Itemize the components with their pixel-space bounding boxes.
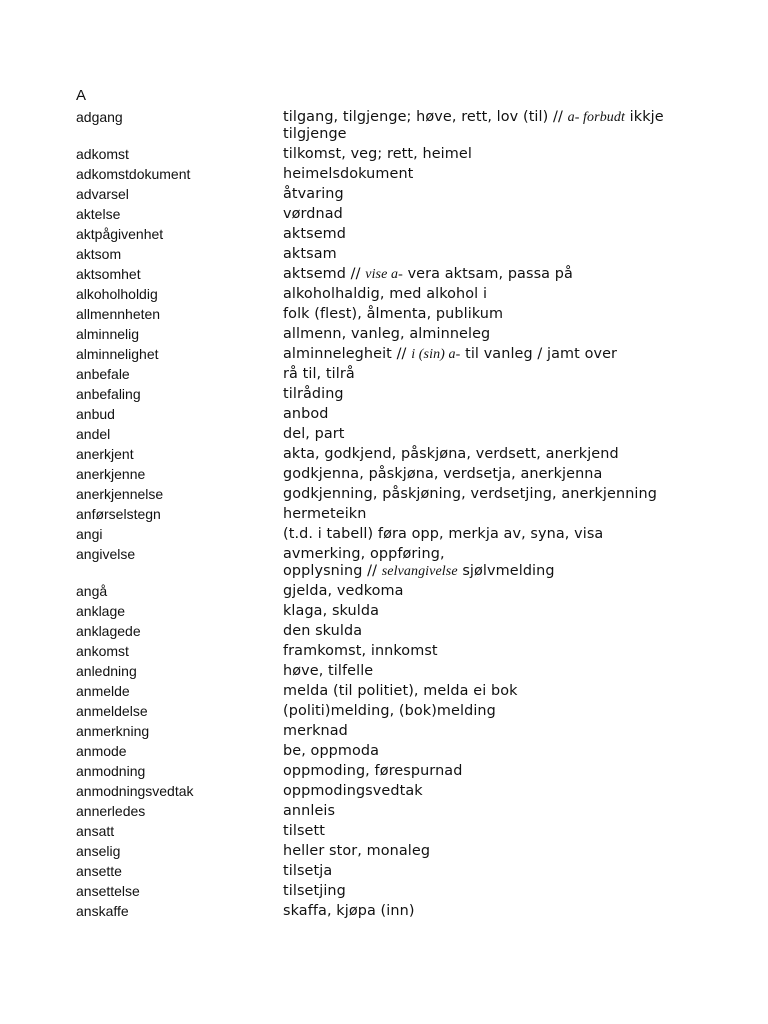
entry-definition: skaffa, kjøpa (inn) [283,903,415,919]
glossary-entry [76,324,716,344]
italic-example: a- forbudt [567,110,625,125]
entry-term: advarsel [76,186,129,202]
entry-definition: aktsemd // vise a- vera aktsam, passa på [283,266,573,282]
italic-example: i (sin) a- [411,347,461,362]
entry-definition: annleis [283,803,336,819]
entry-term: anmode [76,743,127,759]
glossary-entry [76,661,716,681]
glossary-entry [76,621,716,641]
entry-term: anmelde [76,683,130,699]
entry-definition: anbod [283,406,329,422]
entry-term: anførselstegn [76,506,161,522]
entry-definition: høve, tilfelle [283,663,374,679]
entry-term: aktelse [76,206,121,222]
entry-definition: hermeteikn [283,506,367,522]
entry-term: annerledes [76,803,146,819]
glossary-entry [76,681,716,701]
glossary-entry [76,901,716,921]
entry-term: angi [76,526,103,542]
glossary-entry [76,841,716,861]
entry-definition: tilgang, tilgjenge; høve, rett, lov (til) // a- forbudt ikkje tilgjenge [283,109,664,142]
entry-term: angå [76,583,108,599]
glossary-entry [76,144,716,164]
entry-term: anerkjenne [76,466,146,482]
glossary-entry [76,107,716,144]
entry-definition: akta, godkjend, påskjøna, verdsett, anerkjend [283,446,619,462]
glossary-entry [76,164,716,184]
entry-term: angivelse [76,546,136,562]
entry-term: alminnelighet [76,346,159,362]
glossary-entry [76,244,716,264]
entry-definition: godkjenning, påskjøning, verdsetjing, anerkjenning [283,486,657,502]
entry-definition: tilsetja [283,863,333,879]
glossary-entry [76,384,716,404]
entry-term: ansettelse [76,883,140,899]
glossary-entry [76,641,716,661]
glossary-entry [76,184,716,204]
entry-definition: oppmoding, førespurnad [283,763,463,779]
entry-term: aktsom [76,246,122,262]
glossary-entry [76,344,716,364]
entry-term: anmeldelse [76,703,148,719]
entry-definition: vørdnad [283,206,343,222]
glossary-entry [76,701,716,721]
entry-term: anselig [76,843,121,859]
entry-definition: tilsett [283,823,325,839]
entry-term: anerkjennelse [76,486,164,502]
entry-term: adgang [76,109,123,125]
glossary-entry [76,821,716,841]
glossary-entry [76,741,716,761]
entry-term: anskaffe [76,903,129,919]
entry-term: anerkjent [76,446,134,462]
entry-definition: heimelsdokument [283,166,414,182]
entry-term: aktsomhet [76,266,141,282]
entry-term: adkomstdokument [76,166,191,182]
entry-definition: alminnelegheit // i (sin) a- til vanleg / jamt over [283,346,618,362]
entry-term: anbefale [76,366,130,382]
glossary-entry [76,364,716,384]
entry-definition: alkoholhaldig, med alkohol i [283,286,488,302]
entry-definition: tilråding [283,386,344,402]
glossary-entry [76,204,716,224]
glossary-entry [76,781,716,801]
glossary-entry [76,721,716,741]
entry-definition: avmerking, oppføring, opplysning // selvangivelse sjølvmelding [283,546,555,579]
entry-definition: klaga, skulda [283,603,380,619]
entry-definition: del, part [283,426,345,442]
entry-definition: tilkomst, veg; rett, heimel [283,146,472,162]
glossary-entry [76,444,716,464]
glossary-entry [76,524,716,544]
entry-term: anbud [76,406,115,422]
glossary-entry [76,424,716,444]
italic-example: selvangivelse [381,564,458,579]
entry-term: ansette [76,863,122,879]
glossary-entry [76,801,716,821]
entry-term: anklagede [76,623,141,639]
glossary-entry [76,881,716,901]
entry-term: andel [76,426,111,442]
entry-term: anmerkning [76,723,150,739]
glossary-entry [76,284,716,304]
entry-definition: aktsemd [283,226,346,242]
entry-term: ansatt [76,823,115,839]
italic-example: vise a- [365,267,403,282]
entry-term: alminnelig [76,326,140,342]
entry-definition: tilsetjing [283,883,346,899]
entry-term: anbefaling [76,386,141,402]
entry-definition: (politi)melding, (bok)melding [283,703,496,719]
glossary-entry [76,464,716,484]
section-letter-heading: A [76,87,87,104]
entry-term: alkoholholdig [76,286,158,302]
entry-term: anmodningsvedtak [76,783,194,799]
glossary-entry [76,404,716,424]
glossary-entry [76,504,716,524]
entry-term: anledning [76,663,137,679]
glossary-entry [76,304,716,324]
entry-term: ankomst [76,643,129,659]
entry-definition: framkomst, innkomst [283,643,438,659]
entry-definition: aktsam [283,246,337,262]
entry-definition: melda (til politiet), melda ei bok [283,683,518,699]
entry-definition: folk (flest), ålmenta, publikum [283,306,504,322]
glossary-entry [76,601,716,621]
entry-term: aktpågivenhet [76,226,164,242]
glossary-entry [76,224,716,244]
glossary-entry [76,861,716,881]
glossary-entry [76,544,716,581]
entry-term: allmennheten [76,306,161,322]
entry-definition: den skulda [283,623,363,639]
entry-definition: rå til, tilrå [283,366,355,382]
entry-definition: godkjenna, påskjøna, verdsetja, anerkjenna [283,466,603,482]
entry-definition: allmenn, vanleg, alminneleg [283,326,491,342]
entry-term: anmodning [76,763,146,779]
glossary-entry [76,484,716,504]
entry-definition: oppmodingsvedtak [283,783,423,799]
entry-definition: åtvaring [283,186,344,202]
entry-definition: heller stor, monaleg [283,843,431,859]
glossary-entry [76,264,716,284]
entry-definition: (t.d. i tabell) føra opp, merkja av, syna, visa [283,526,604,542]
entry-definition: merknad [283,723,348,739]
entry-term: anklage [76,603,126,619]
glossary-entry [76,761,716,781]
glossary-entry [76,581,716,601]
entry-definition: gjelda, vedkoma [283,583,404,599]
entry-term: adkomst [76,146,129,162]
entry-definition: be, oppmoda [283,743,380,759]
glossary-list [76,107,716,921]
